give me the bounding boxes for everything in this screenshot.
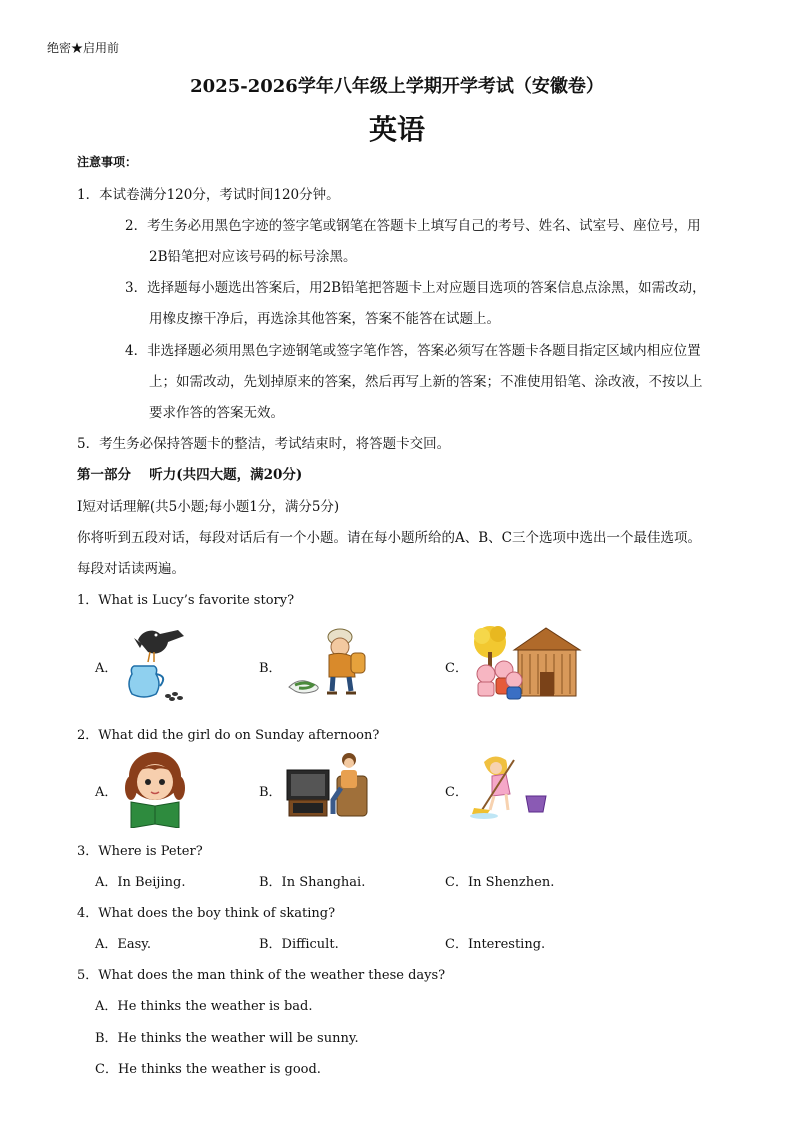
option-label: B． bbox=[259, 785, 282, 800]
question-stem: 4．What does the boy think of skating? bbox=[77, 906, 336, 921]
instruction-line: 每段对话读两遍。 bbox=[77, 561, 185, 577]
man-snake-icon bbox=[285, 625, 375, 697]
three-pigs-house-icon bbox=[470, 622, 585, 704]
question-stem: 2．What did the girl do on Sunday afternoon? bbox=[77, 728, 380, 743]
option-label: B．He thinks the weather will be sunny. bbox=[95, 1031, 359, 1046]
note-item: 3．选择题每小题选出答案后，用2B铅笔把答题卡上对应题目选项的答案信息点涂黑，如需改动， bbox=[125, 280, 706, 296]
option-label: A．In Beijing. bbox=[95, 875, 186, 890]
note-item: 要求作答的答案无效。 bbox=[149, 405, 284, 421]
crow-pitcher-icon bbox=[120, 622, 190, 702]
option-label: A． bbox=[95, 661, 118, 676]
option-label: C．In Shenzhen. bbox=[445, 875, 555, 890]
instruction-line: 你将听到五段对话，每段对话后有一个小题。请在每小题所给的A、B、C三个选项中选出一个最佳选项。 bbox=[77, 530, 701, 546]
part1-heading: 第一部分 听力(共四大题，满20分) bbox=[77, 467, 303, 483]
question-stem: 3．Where is Peter? bbox=[77, 844, 203, 859]
note-item: 5．考生务必保持答题卡的整洁，考试结束时，将答题卡交回。 bbox=[77, 436, 451, 452]
option-label: A．He thinks the weather is bad. bbox=[95, 999, 313, 1014]
exam-title: 2025-2026学年八年级上学期开学考试（安徽卷） bbox=[190, 76, 604, 97]
note-item: 2B铅笔把对应该号码的标号涂黑。 bbox=[149, 249, 357, 265]
option-label: C．Interesting. bbox=[445, 937, 546, 952]
option-label: A．Easy. bbox=[95, 937, 152, 952]
option-label: C． bbox=[445, 661, 468, 676]
subject-title: 英语 bbox=[368, 113, 425, 146]
question-stem: 5．What does the man think of the weather these days? bbox=[77, 968, 446, 983]
option-label: B． bbox=[259, 661, 282, 676]
option-label: B．Difficult. bbox=[259, 937, 339, 952]
section1-heading: Ⅰ短对话理解(共5小题;每小题1分，满分5分) bbox=[77, 499, 340, 515]
girl-mopping-icon bbox=[470, 752, 550, 822]
option-label: B．In Shanghai. bbox=[259, 875, 366, 890]
note-item: 用橡皮擦干净后，再选涂其他答案，答案不能答在试题上。 bbox=[149, 311, 500, 327]
option-label: C． bbox=[445, 785, 468, 800]
woman-watching-tv-icon bbox=[283, 750, 373, 825]
secret-label: 绝密★启用前 bbox=[47, 41, 120, 55]
note-item: 4．非选择题必须用黑色字迹钢笔或签字笔作答，答案必须写在答题卡各题目指定区域内相应位置 bbox=[125, 343, 701, 359]
note-item: 上；如需改动，先划掉原来的答案，然后再写上新的答案；不准使用铅笔、涂改液，不按以上 bbox=[149, 374, 703, 390]
question-stem: 1．What is Lucy’s favorite story? bbox=[77, 593, 295, 608]
option-label: A． bbox=[95, 785, 118, 800]
note-item: 2．考生务必用黑色字迹的签字笔或钢笔在答题卡上填写自己的考号、姓名、试室号、座位号，用 bbox=[125, 218, 701, 234]
girl-reading-icon bbox=[121, 748, 189, 828]
option-label: C．He thinks the weather is good. bbox=[95, 1062, 321, 1077]
notes-heading: 注意事项： bbox=[77, 155, 138, 169]
note-item: 1．本试卷满分120分，考试时间120分钟。 bbox=[77, 187, 340, 203]
